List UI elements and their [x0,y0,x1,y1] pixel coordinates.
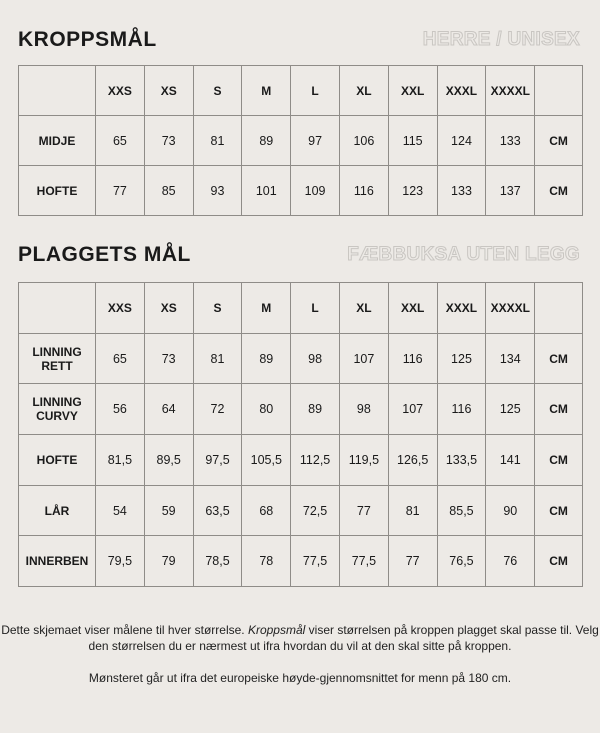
size-header: XXS [96,66,145,116]
measurement-value: 109 [291,166,340,216]
measurement-value: 89 [291,384,340,435]
size-header: L [291,283,340,334]
size-header: XL [339,66,388,116]
row-label-line: HOFTE [36,183,78,198]
measurement-value: 115 [388,116,437,166]
measurement-value: 90 [486,485,535,536]
footnote-text: viser størrelsen på kroppen plagget skal passe til. Velg den størrelsen du er nærmest ut ifra hvordan du vil at den skal sitte på kroppen. [88,623,599,653]
measurement-value: 73 [144,116,193,166]
table-row [19,384,583,435]
footnote [0,622,600,702]
row-label-line: HOFTE [36,452,78,467]
row-label [19,166,96,216]
row-label-line: LÅR [44,503,70,518]
measurement-value: 77 [388,536,437,587]
measurement-value: 133 [486,116,535,166]
measurement-value: 89 [242,116,291,166]
size-header-row [19,283,583,334]
footnote-paragraph-1 [0,622,600,654]
measurement-value: 79,5 [96,536,145,587]
row-label-line: INNERBEN [25,554,89,569]
corner-cell [19,283,96,334]
corner-cell [19,66,96,116]
section-header-garment [18,243,580,267]
measurement-value: 80 [242,384,291,435]
size-header: XXXL [437,283,486,334]
row-label [19,485,96,536]
measurement-value: 119,5 [339,435,388,486]
measurement-value: 126,5 [388,435,437,486]
table-row [19,333,583,384]
measurement-value: 77 [96,166,145,216]
measurement-value: 116 [388,333,437,384]
measurement-value: 72,5 [291,485,340,536]
size-header: XXS [96,283,145,334]
unit-label: CM [535,166,583,216]
table-row [19,536,583,587]
row-label [19,435,96,486]
unit-header-cell [535,283,583,334]
measurement-value: 63,5 [193,485,242,536]
measurement-value: 124 [437,116,486,166]
measurement-value: 85,5 [437,485,486,536]
measurement-value: 65 [96,333,145,384]
measurement-value: 72 [193,384,242,435]
measurement-value: 98 [291,333,340,384]
row-label [19,536,96,587]
measurement-value: 77 [339,485,388,536]
measurement-value: 97,5 [193,435,242,486]
measurement-value: 106 [339,116,388,166]
measurement-value: 64 [144,384,193,435]
size-header: XXXXL [486,66,535,116]
measurement-value: 116 [339,166,388,216]
measurement-value: 125 [486,384,535,435]
size-header: XXL [388,66,437,116]
measurement-value: 137 [486,166,535,216]
row-label [19,333,96,384]
measurement-value: 78,5 [193,536,242,587]
measurement-value: 73 [144,333,193,384]
unit-label: CM [535,485,583,536]
footnote-paragraph-2: Mønsteret går ut ifra det europeiske høyde-gjennomsnittet for menn på 180 cm. [88,671,512,685]
measurement-value: 68 [242,485,291,536]
unit-label: CM [535,333,583,384]
table-row [19,485,583,536]
row-label-line: LINNING [32,344,82,359]
measurement-value: 107 [339,333,388,384]
measurement-value: 98 [339,384,388,435]
table-row [19,166,583,216]
measurement-value: 81 [193,333,242,384]
measurement-value: 112,5 [291,435,340,486]
measurement-value: 116 [437,384,486,435]
size-header: XXXXL [486,283,535,334]
table-row [19,435,583,486]
size-header: XL [339,283,388,334]
size-header-row [19,66,583,116]
section-subtitle: FÆBBUKSA UTEN LEGG [347,244,580,265]
measurement-value: 105,5 [242,435,291,486]
measurement-value: 79 [144,536,193,587]
garment-measurements-table [18,282,583,587]
row-label [19,116,96,166]
row-label-line: MIDJE [38,133,76,148]
unit-label: CM [535,116,583,166]
size-header: M [242,283,291,334]
size-header: XS [144,66,193,116]
unit-header-cell [535,66,583,116]
row-label-line: CURVY [36,409,78,424]
size-header: XXXL [437,66,486,116]
footnote-text: Dette skjemaet viser målene til hver størrelse. [1,623,248,637]
table-row [19,116,583,166]
measurement-value: 134 [486,333,535,384]
row-label-line: RETT [41,358,73,373]
unit-label: CM [535,384,583,435]
row-label-line: LINNING [32,395,82,410]
measurement-value: 78 [242,536,291,587]
measurement-value: 81 [193,116,242,166]
size-header: XS [144,283,193,334]
measurement-value: 101 [242,166,291,216]
row-label [19,384,96,435]
section-subtitle: HERRE / UNISEX [422,29,580,50]
section-title: PLAGGETS MÅL [18,243,191,266]
measurement-value: 89 [242,333,291,384]
size-header: XXL [388,283,437,334]
measurement-value: 77,5 [339,536,388,587]
measurement-value: 97 [291,116,340,166]
measurement-value: 54 [96,485,145,536]
size-header: S [193,66,242,116]
size-header: L [291,66,340,116]
measurement-value: 133 [437,166,486,216]
body-measurements-table [18,65,583,216]
measurement-value: 141 [486,435,535,486]
section-title: KROPPSMÅL [18,28,157,51]
measurement-value: 107 [388,384,437,435]
unit-label: CM [535,435,583,486]
unit-label: CM [535,536,583,587]
measurement-value: 76,5 [437,536,486,587]
section-header-body [18,28,580,52]
measurement-value: 59 [144,485,193,536]
measurement-value: 81 [388,485,437,536]
measurement-value: 77,5 [291,536,340,587]
measurement-value: 81,5 [96,435,145,486]
measurement-value: 93 [193,166,242,216]
measurement-value: 133,5 [437,435,486,486]
footnote-emphasis: Kroppsmål [247,623,306,637]
size-header: M [242,66,291,116]
measurement-value: 85 [144,166,193,216]
measurement-value: 65 [96,116,145,166]
measurement-value: 123 [388,166,437,216]
measurement-value: 125 [437,333,486,384]
measurement-value: 89,5 [144,435,193,486]
size-header: S [193,283,242,334]
measurement-value: 56 [96,384,145,435]
measurement-value: 76 [486,536,535,587]
